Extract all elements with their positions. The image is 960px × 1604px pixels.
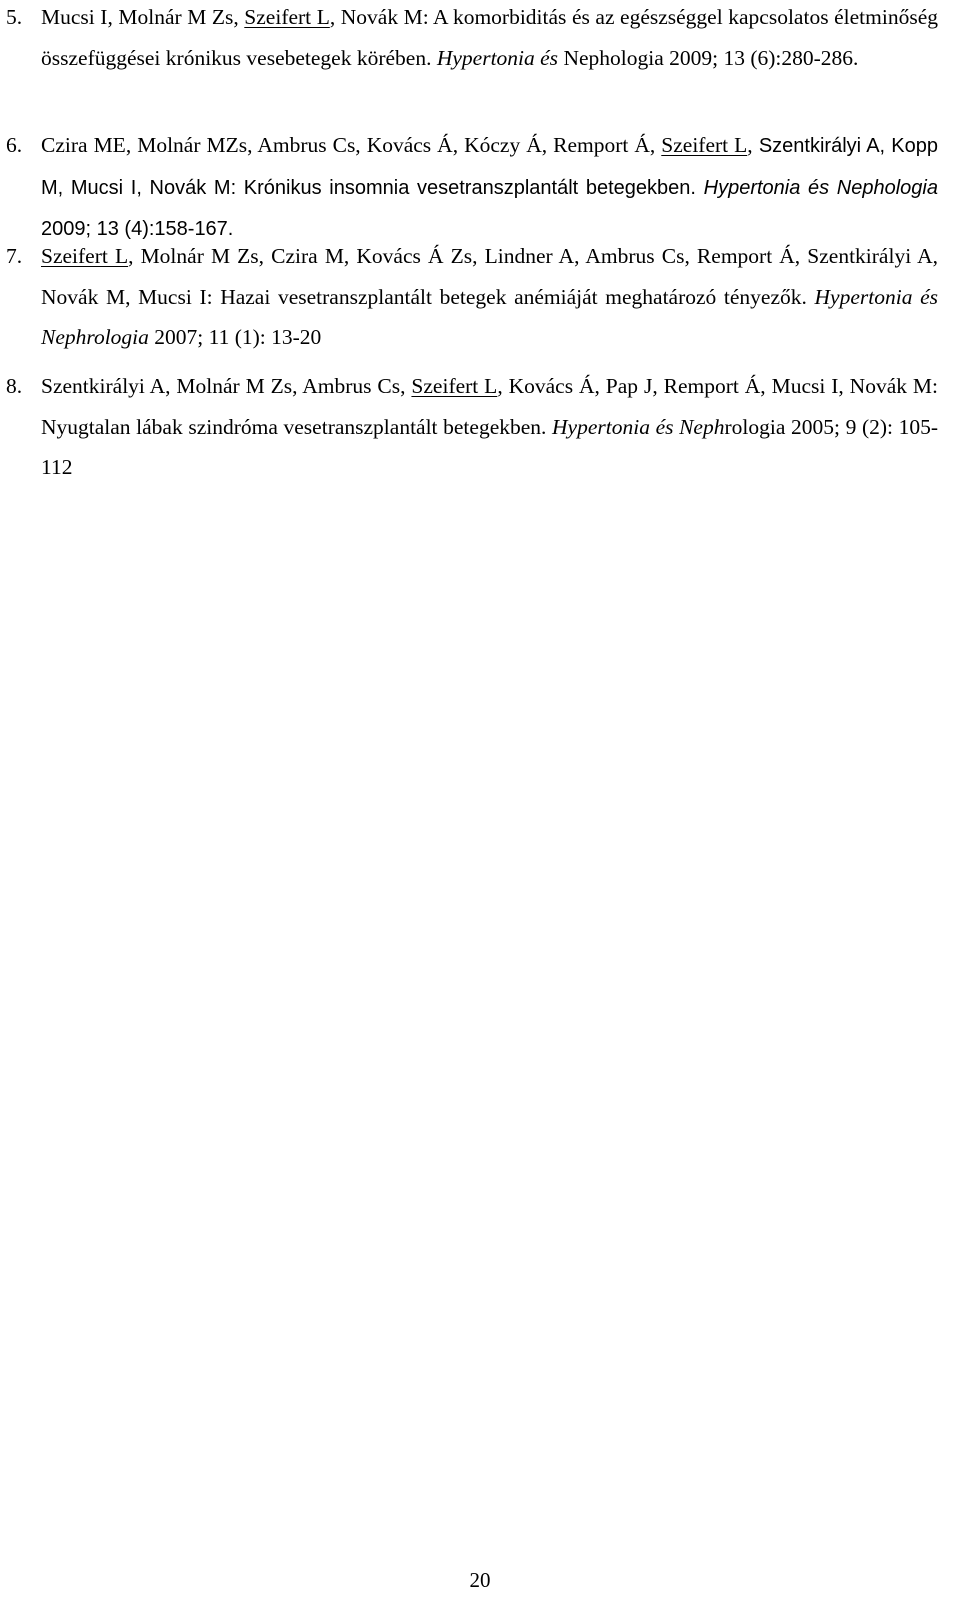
reference-number: 8.	[6, 374, 23, 398]
reference-title: Szentkirályi A, Kopp M, Mucsi I, Novák M: Krónikus insomnia vesetranszplantált betegekben.	[41, 135, 938, 199]
reference-number: 6.	[6, 133, 23, 157]
reference-item-6	[6, 125, 938, 250]
reference-citation: rologia 2005; 9 (2): 105-112	[41, 414, 939, 479]
reference-citation: Nephologia 2009; 13 (6):280-286.	[558, 45, 859, 70]
reference-authors: Mucsi I, Molnár M Zs,	[41, 5, 245, 29]
reference-item-7	[6, 236, 938, 358]
reference-item-8	[6, 366, 938, 488]
reference-journal: Hypertonia és	[436, 45, 559, 70]
reference-text	[41, 0, 938, 78]
reference-author-highlight: Szeifert L	[661, 133, 748, 157]
reference-separator: ,	[747, 133, 753, 157]
reference-journal: Hypertonia és Nephologia	[703, 176, 938, 199]
reference-author-highlight: Szeifert L	[244, 5, 330, 29]
reference-title: , Novák M: A komorbiditás és az egészséggel kapcsolatos életminőség összefüggései krónikus vesebetegek körében.	[41, 5, 938, 70]
reference-authors: Szentkirályi A, Molnár M Zs, Ambrus Cs,	[41, 374, 412, 398]
reference-journal: Hypertonia és Neph	[552, 414, 725, 439]
reference-text	[41, 125, 938, 250]
reference-author-highlight: Szeifert L	[411, 374, 498, 398]
reference-authors: Czira ME, Molnár MZs, Ambrus Cs, Kovács Á, Kóczy Á, Remport Á,	[41, 133, 662, 157]
page-number: 20	[469, 1568, 491, 1592]
reference-author-highlight: Szeifert L	[41, 244, 129, 268]
reference-title: , Kovács Á, Pap J, Remport Á, Mucsi I, Novák M: Nyugtalan lábak szindróma vesetranszplantált betegekben.	[41, 374, 938, 439]
reference-number: 7.	[6, 244, 23, 268]
reference-text	[41, 236, 938, 358]
reference-item-5	[6, 0, 938, 78]
reference-text	[41, 366, 938, 488]
reference-citation: 2009; 13 (4):158-167.	[41, 218, 234, 240]
reference-citation: 2007; 11 (1): 13-20	[148, 325, 322, 349]
reference-journal: Hypertonia és Nephrologia	[41, 284, 938, 349]
reference-authors-title: , Molnár M Zs, Czira M, Kovács Á Zs, Lindner A, Ambrus Cs, Remport Á, Szentkirályi A, Novák M, Mucsi I: Hazai vesetranszplantált betegek anémiáját meghatározó tényezők.	[41, 244, 938, 309]
reference-number: 5.	[6, 5, 23, 29]
